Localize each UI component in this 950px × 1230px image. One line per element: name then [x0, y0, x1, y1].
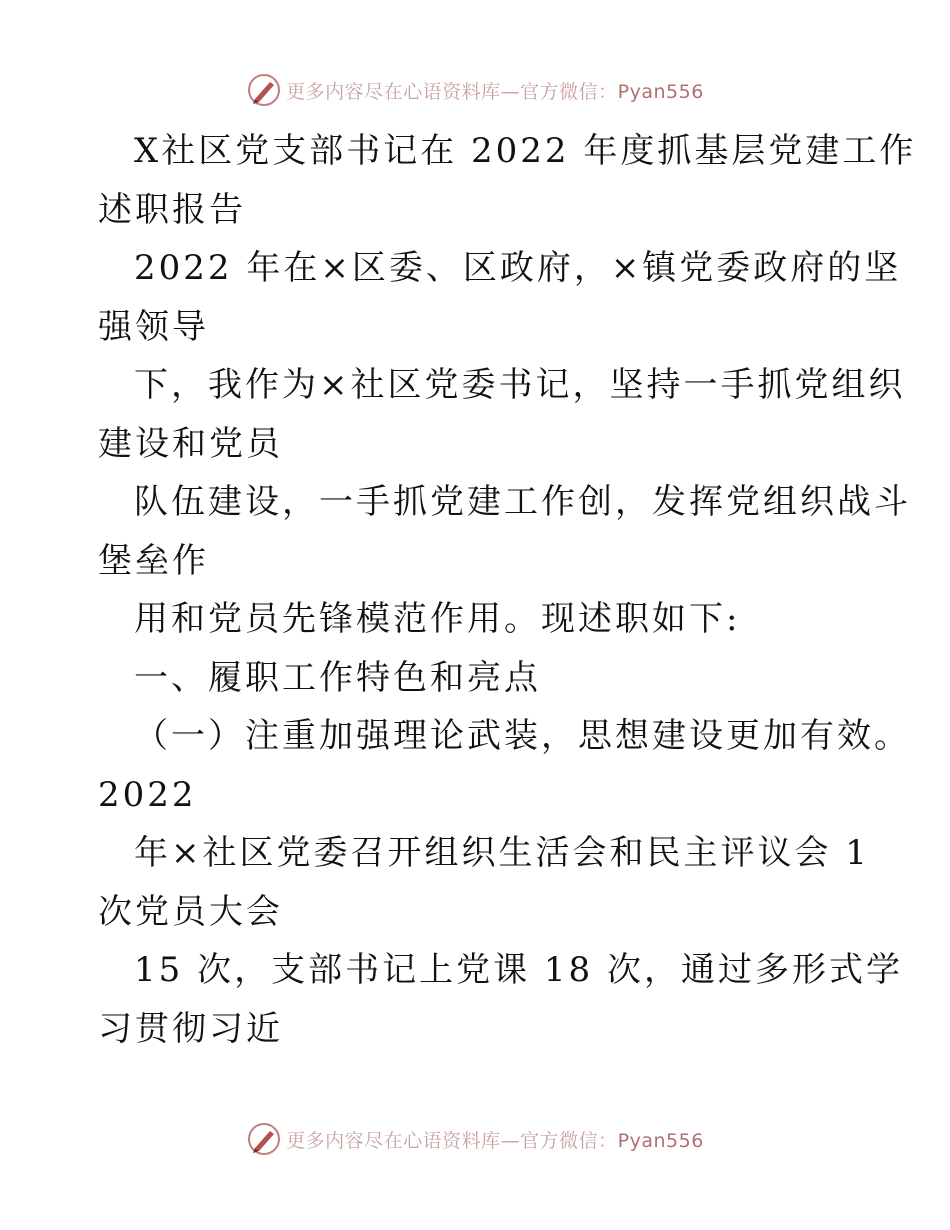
document-body: [98, 122, 917, 1058]
text-line: 2022: [98, 774, 197, 815]
watermark-text: 更多内容尽在心语资料库—官方微信：Pyan556: [286, 1129, 704, 1152]
watermark-header: [0, 68, 950, 112]
text-line: 一、履职工作特色和亮点: [134, 657, 541, 698]
text-line: X社区党支部书记在 2022 年度抓基层党建工作: [134, 131, 917, 171]
text-line: 建设和党员: [98, 423, 283, 464]
text-line: 队伍建设，一手抓党建工作创，发挥党组织战斗: [134, 482, 911, 522]
text-line: 强领导: [98, 306, 209, 347]
watermark-footer: [0, 1117, 950, 1161]
text-line: （一）注重加强理论武装，思想建设更加有效。: [134, 716, 911, 756]
text-line: 用和党员先锋模范作用。现述职如下:: [134, 599, 741, 639]
text-line: 堡垒作: [98, 540, 209, 581]
watermark-text: 更多内容尽在心语资料库—官方微信：Pyan556: [286, 80, 704, 103]
text-line: 习贯彻习近: [98, 1008, 283, 1049]
text-line: 述职报告: [98, 189, 246, 230]
pen-logo-icon: [246, 72, 282, 108]
text-line: 次党员大会: [98, 891, 283, 932]
pen-logo-icon: [246, 1121, 282, 1157]
text-line: 2022 年在×区委、区政府，×镇党委政府的坚: [134, 248, 902, 288]
text-line: 下，我作为×社区党委书记，坚持一手抓党组织: [134, 365, 906, 405]
text-line: 15 次，支部书记上党课 18 次，通过多形式学: [134, 950, 903, 990]
text-line: 年×社区党委召开组织生活会和民主评议会 1: [134, 833, 870, 873]
